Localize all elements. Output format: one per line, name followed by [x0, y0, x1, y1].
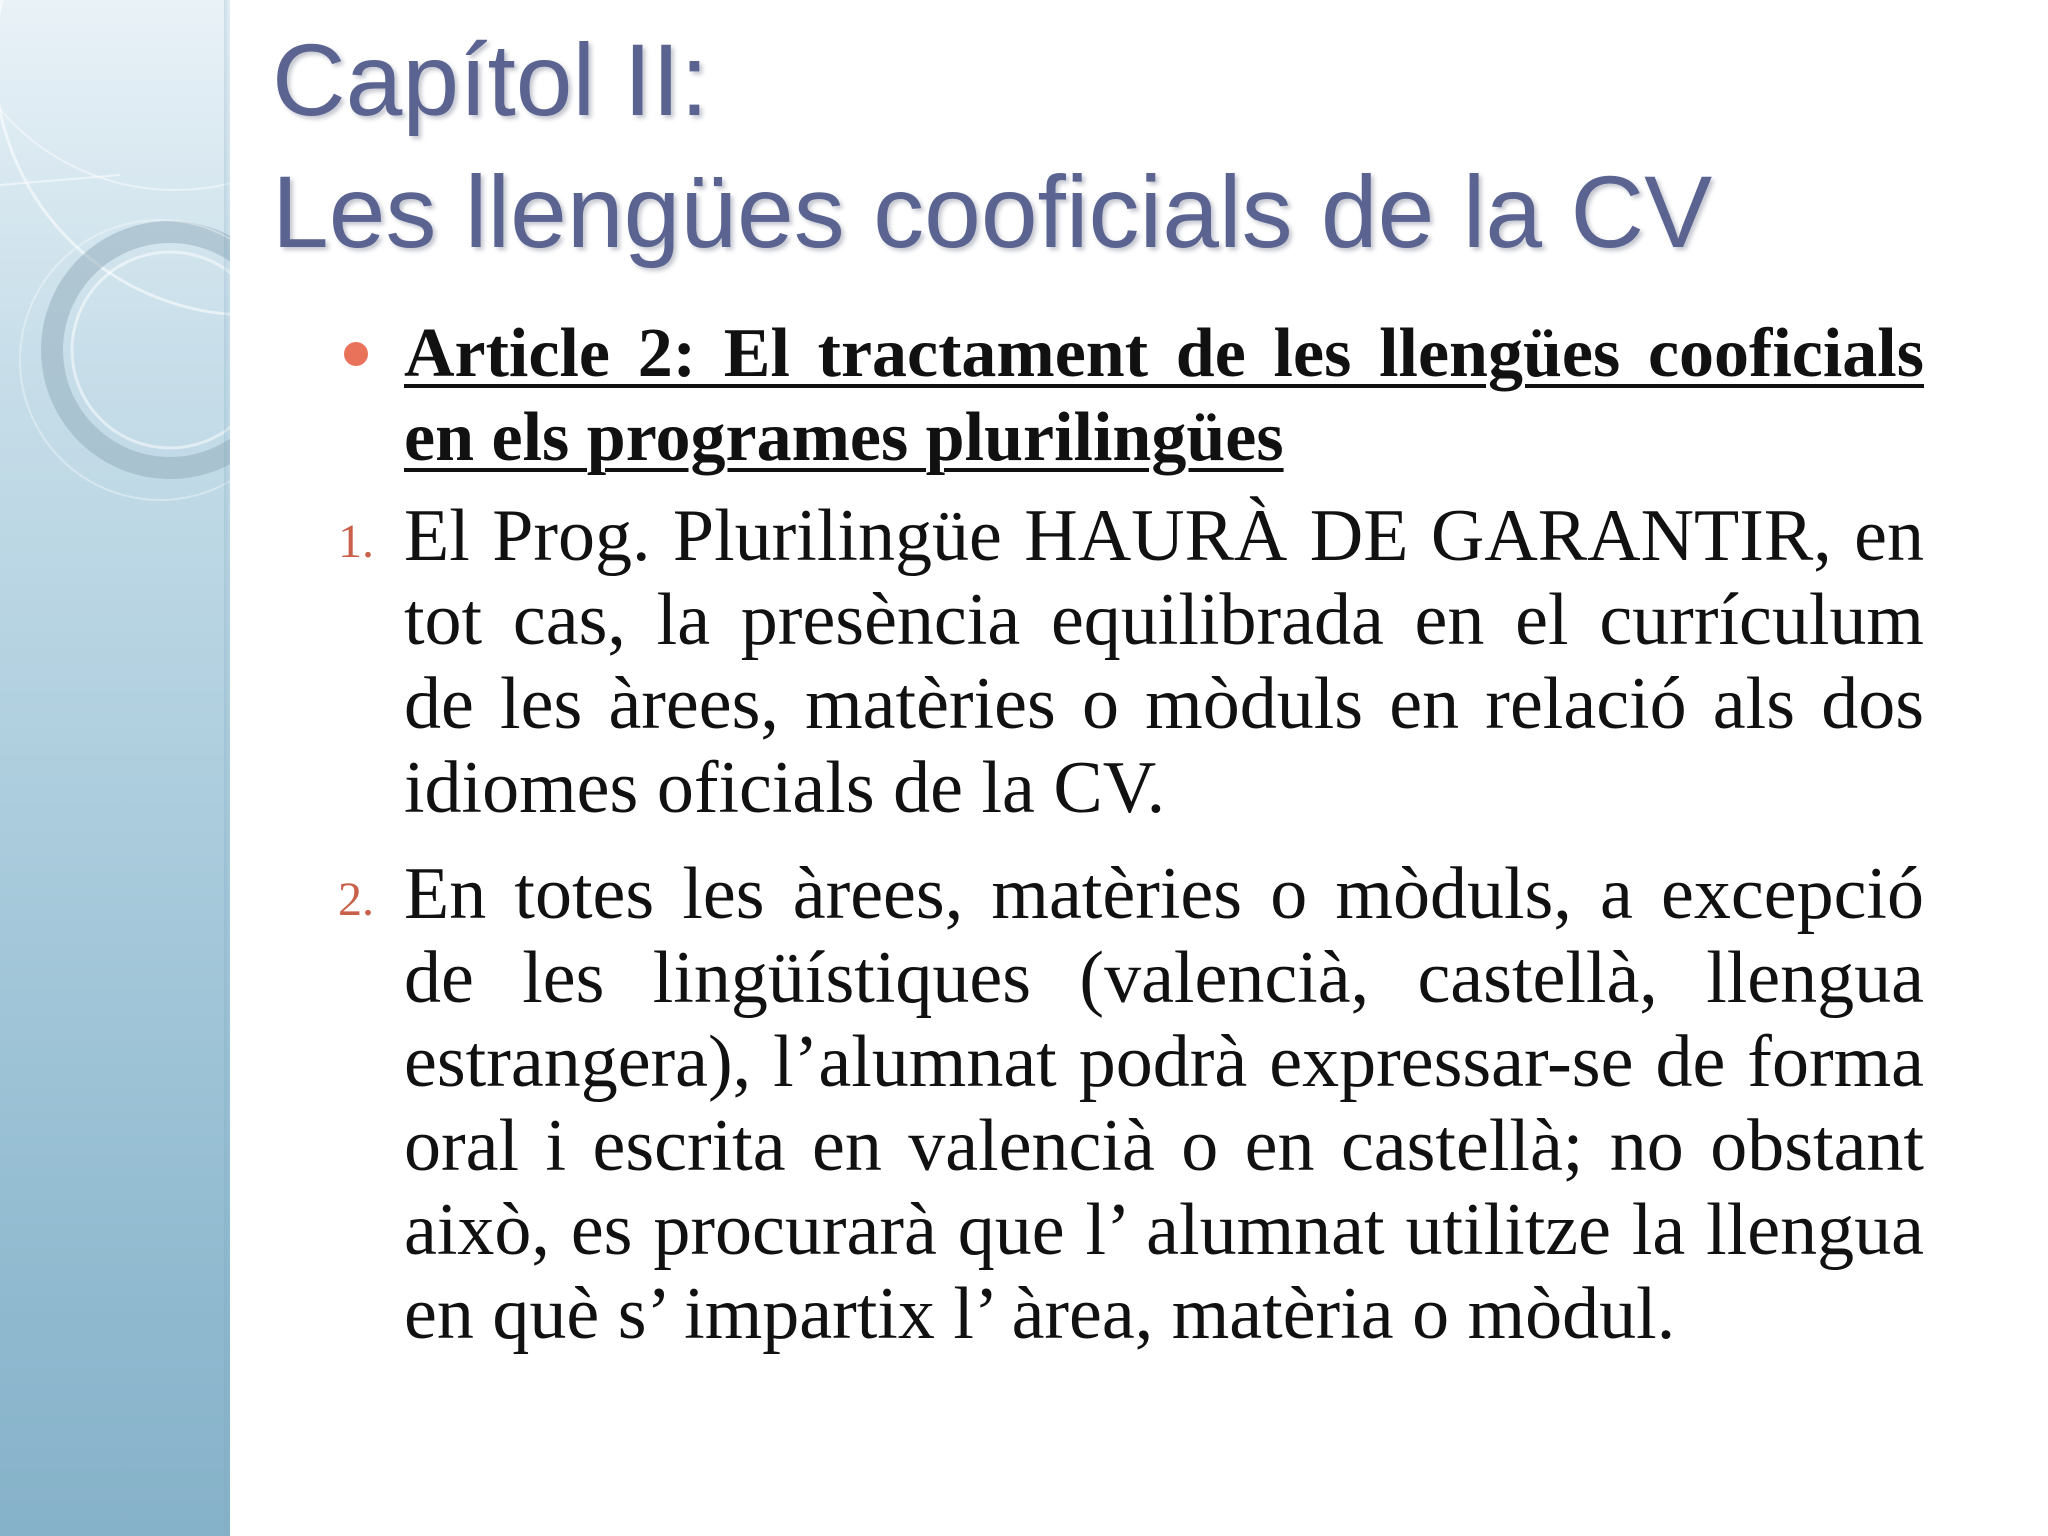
article-bullet	[334, 312, 1924, 480]
bullet-dot-icon	[344, 342, 368, 366]
decorative-circles-graphic	[0, 0, 230, 1536]
item-number: 2.	[338, 873, 374, 926]
slide-title-line-2: Les llengües cooficials de la CV	[272, 155, 1713, 269]
item-text: En totes les àrees, matèries o mòduls, a excepció de les lingüístiques (valencià, castellà, llengua estrangera), l’alumnat podrà expressar-se de forma oral i escrita en valencià o en castellà; no obstant això, es procurarà que l’ alumnat utilitze la llengua en què s’ impartix l’ àrea, matèria o mòdul.	[404, 853, 1924, 1355]
item-text: El Prog. Plurilingüe HAURÀ DE GARANTIR, en tot cas, la presència equilibrada en el currículum de les àrees, matèries o mòduls en relació als dos idiomes oficials de la CV.	[404, 495, 1924, 829]
numbered-item-2	[334, 852, 1924, 1356]
item-number: 1.	[338, 515, 374, 568]
decorative-side-band	[0, 0, 230, 1536]
slide-body	[334, 312, 1924, 1356]
side-band-edge	[224, 0, 231, 1536]
slide-title	[272, 14, 1992, 278]
article-heading: Article 2: El tractament de les llengües cooficials en els programes plurilingües	[404, 315, 1924, 476]
numbered-item-1	[334, 494, 1924, 830]
slide-title-line-1: Capítol II:	[272, 23, 709, 137]
